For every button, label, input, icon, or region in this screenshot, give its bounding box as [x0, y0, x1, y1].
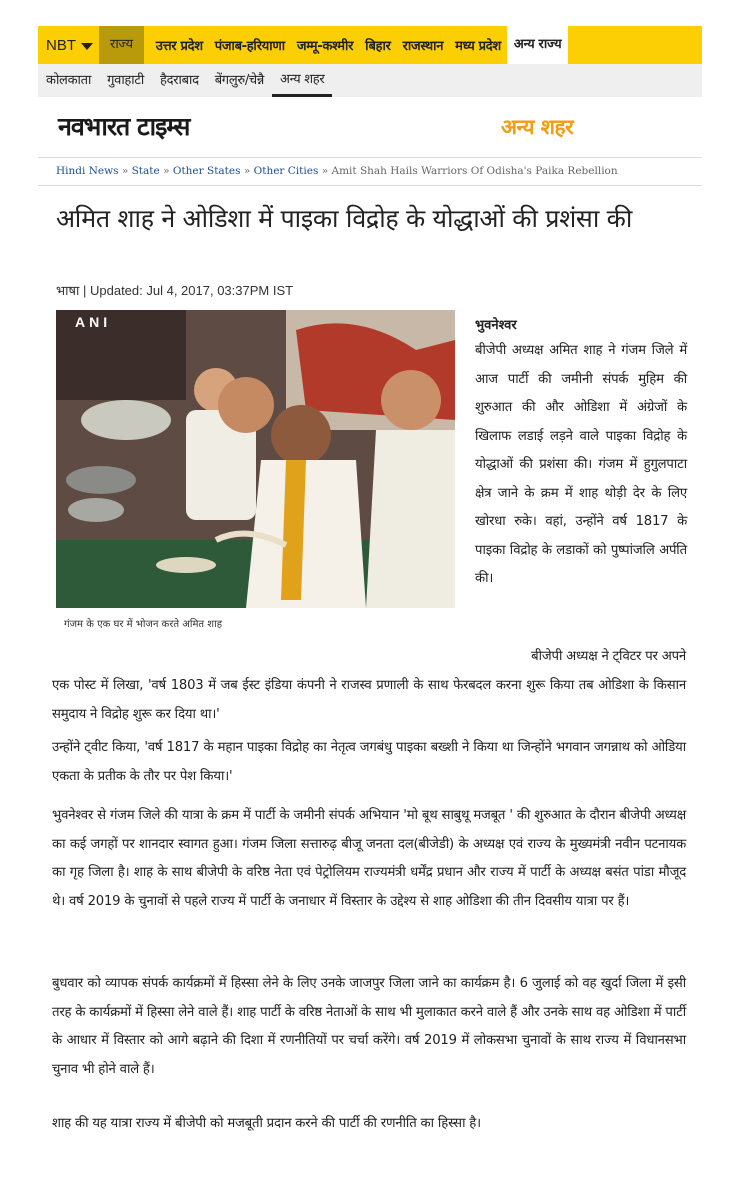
breadcrumb-other-states[interactable]: Other States [172, 165, 241, 177]
article-headline: अमित शाह ने ओडिशा में पाइका विद्रोह के योद्धाओं की प्रशंसा की [56, 204, 633, 233]
article-paragraph-3: उन्होंने ट्वीट किया, 'वर्ष 1817 के महान पाइका विद्रोह का नेतृत्व जगबंधु पाइका बख्शी ने किया था जिन्होंने भगवान जगन्नाथ को ओडिया एकता के प्रतीक के तौर पर पेश किया।' [52, 740, 686, 784]
article-paragraph-2: एक पोस्ट में लिखा, 'वर्ष 1803 में जब ईस्ट इंडिया कंपनी ने राजस्व प्रणाली के साथ फेरबदल करना शुरू किया तब ओडिशा के किसान समुदाय ने विद्रोह शुरू कर दिया था।' [52, 678, 686, 722]
primary-nav [38, 26, 702, 64]
article-lead-paragraph: बीजेपी अध्यक्ष अमित शाह ने गंजम जिले में आज पार्टी की जमीनी संपर्क मुहिम की शुरुआत की और ओडिशा में अंग्रेजों के खिलाफ लडाई लड़ने वाले पाइका विद्रोह के योद्धाओं की प्रशंसा की। गंजम में हुगुलपाटा क्षेत्र जाने के क्रम में शाह थोड़ी देर के लिए खोरधा रुके। वहां, उन्होंने वर्ष 1817 के पाइका विद्रोह के लडाकों को पुष्पांजलि अर्पति की। [475, 343, 687, 586]
breadcrumb-separator: » [243, 165, 251, 177]
nbt-label: NBT [46, 36, 76, 54]
photo-illustration [56, 310, 455, 608]
photo-watermark: ANI [75, 314, 112, 330]
article-photo[interactable] [56, 310, 455, 608]
nav-item-guwahati[interactable]: गुवाहाटी [107, 73, 144, 88]
article-paragraph-2-first-line [52, 643, 686, 672]
nbt-menu-button[interactable] [38, 26, 99, 64]
nav-item-other-cities[interactable]: अन्य शहर [272, 64, 332, 97]
article-paragraph-5: बुधवार को व्यापक संपर्क कार्यक्रमों में हिस्सा लेने के लिए उनके जाजपुर जिला जाने का कार्यक्रम है। 6 जुलाई को वह खुर्दा जिला में इसी तरह के कार्यक्रमों में हिस्सा लेने वाले हैं। शाह पार्टी के वरिष्ठ नेताओं के साथ भी मुलाकात करने वाले हैं और उनके साथ वह ओडिशा में पार्टी के आधार में विस्तार को आगे बढ़ाने की दिशा में रणनीतियों पर चर्चा करेंगे। वर्ष 2019 में लोकसभा चुनावों के साथ राज्य में विधानसभा चुनाव भी होने वाले हैं। [52, 976, 686, 1077]
breadcrumb-current: Amit Shah Hails Warriors Of Odisha's Paika Rebellion [331, 165, 618, 177]
site-logo[interactable]: नवभारत टाइम्स [58, 112, 190, 141]
nav-item-hyderabad[interactable]: हैदराबाद [160, 73, 199, 88]
nav-item-uttar-pradesh[interactable]: उत्तर प्रदेश [155, 39, 203, 54]
breadcrumb-state[interactable]: State [131, 165, 160, 177]
photo-caption: गंजम के एक घर में भोजन करते अमित शाह [64, 619, 222, 630]
nav-item-rajya[interactable]: राज्य [99, 26, 144, 64]
nav-item-punjab-haryana[interactable]: पंजाब-हरियाणा [214, 39, 285, 54]
nav-item-bihar[interactable]: बिहार [365, 39, 391, 54]
nav-item-other-states[interactable]: अन्य राज्य [507, 26, 568, 64]
article-paragraph-4: भुवनेश्वर से गंजम जिले की यात्रा के क्रम में पार्टी के जमीनी संपर्क अभियान 'मो बूथ साबुथू मजबूत ' की शुरुआत के दौरान बीजेपी अध्यक्ष का कई जगहों पर शानदार स्वागत हुआ। गंजम जिला सत्तारुढ़ बीजू जनता दल(बीजेडी) के अध्यक्ष एवं राज्य के मुख्यमंत्री नवीन पटनायक का गृह जिला है। शाह के साथ बीजेपी के वरिष्ठ नेता एवं पेट्रोलियम राज्यमंत्री धर्मेंद्र प्रधान और राज्य में पार्टी के अध्यक्ष बसंत पांडा मौजूद थे। वर्ष 2019 के चुनावों से पहले राज्य में पार्टी के जनाधार में विस्तार के उद्देश्य से शाह ओडिशा की तीन दिवसीय यात्रा पर हैं। [52, 808, 686, 909]
article-paragraph-6: शाह की यह यात्रा राज्य में बीजेपी को मजबूती प्रदान करने की पार्टी की रणनीति का हिस्सा है। [52, 1116, 481, 1131]
para2-line1: बीजेपी अध्यक्ष ने ट्विटर पर अपने [531, 649, 686, 664]
breadcrumb-separator: » [163, 165, 170, 177]
nav-item-rajasthan[interactable]: राजस्थान [402, 39, 444, 54]
article-dateline: भुवनेश्वर [475, 318, 517, 333]
article-byline: भाषा | Updated: Jul 4, 2017, 03:37PM IST [56, 283, 294, 298]
nav-item-madhya-pradesh[interactable]: मध्य प्रदेश [455, 39, 501, 54]
breadcrumb-hindi-news[interactable]: Hindi News [56, 165, 119, 177]
breadcrumb [38, 157, 702, 186]
nav-item-kolkata[interactable]: कोलकाता [46, 73, 92, 88]
secondary-nav [38, 64, 702, 97]
caret-down-icon [81, 43, 93, 50]
section-title[interactable]: अन्य शहर [501, 115, 574, 139]
breadcrumb-separator: » [121, 165, 129, 177]
nav-item-bengaluru-chennai[interactable]: बेंगलुरु/चेन्नै [214, 73, 264, 88]
nav-item-jammu-kashmir[interactable]: जम्मू-कश्मीर [296, 39, 354, 54]
breadcrumb-separator: » [321, 165, 329, 177]
breadcrumb-other-cities[interactable]: Other Cities [253, 165, 319, 177]
